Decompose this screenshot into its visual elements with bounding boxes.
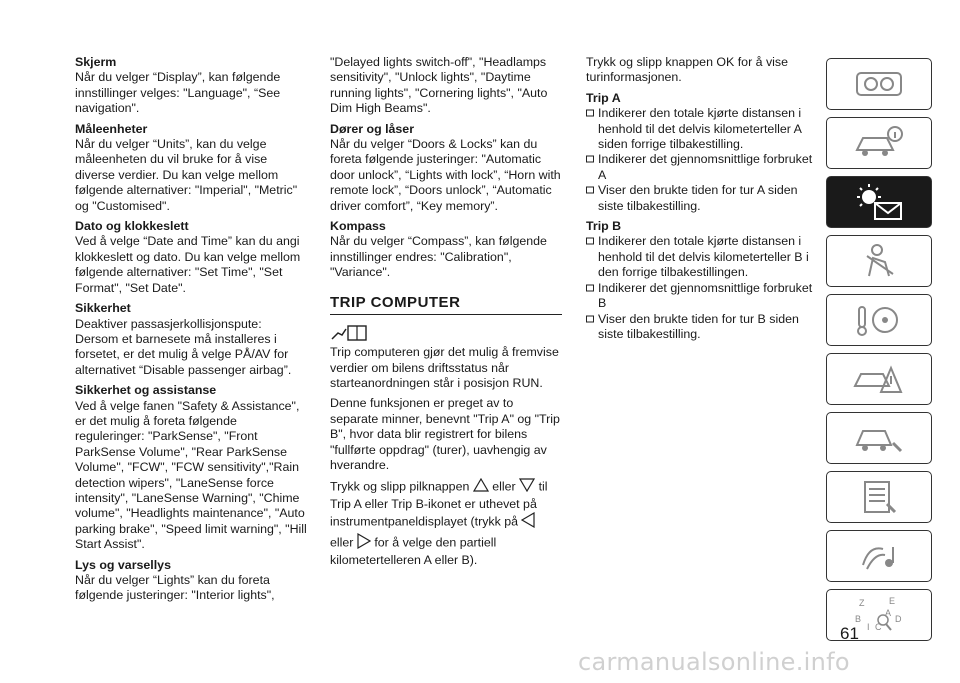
index-letter: Z (859, 598, 865, 608)
index-letter: E (889, 596, 896, 606)
list-item: Indikerer det gjennomsnittlige forbruket A (586, 152, 816, 183)
para-kompass: Når du velger “Compass”, kan følgende innstillinger endres: "Calibration", "Variance". (330, 234, 547, 280)
list-item: Indikerer den totale kjørte distansen i henhold til det delvis kilometerteller B i den forrige tilbakestillingen. (586, 234, 816, 280)
chapter-index-sidebar (826, 58, 932, 648)
tab-airbag-person[interactable] (826, 235, 932, 287)
heading-maaleenheter: Måleenheter (75, 121, 148, 136)
tab-car-dashboard[interactable] (826, 58, 932, 110)
bullet-icon (586, 109, 594, 117)
para-trip-2: Denne funksjonen er preget av to separate minner, benevnt "Trip A" og "Trip B", hvor data blir registrert for bilens "fullførte oppdrag" (turer), uavhengig av hverandre. (330, 396, 560, 472)
tab-media[interactable] (826, 530, 932, 582)
list-item: Indikerer det gjennomsnittlige forbruket B (586, 281, 816, 312)
airbag-person-icon (849, 240, 909, 282)
trip-3e: for å velge den partiell kilometertelleren A eller B). (330, 535, 497, 567)
arrow-left-icon (521, 512, 535, 532)
list-item: Viser den brukte tiden for tur B siden siste tilbakestilling. (586, 312, 816, 343)
para-lys-cont: "Delayed lights switch-off", "Headlamps sensitivity", "Unlock lights", "Daytime running lights", "Cornering lights", "Auto Dim High Beams". (330, 55, 548, 116)
arrow-right-icon (357, 533, 371, 553)
heading-trip-a: Trip A (586, 90, 621, 105)
tab-checklist[interactable] (826, 471, 932, 523)
tab-car-wrench[interactable] (826, 412, 932, 464)
para-dato: Ved å velge “Date and Time” kan du angi klokkeslett og dato. Du kan velge mellom følgende alternativer: "Set Time", "Set Format", "Set Date". (75, 234, 301, 295)
para-sikkerhet: Deaktiver passasjerkollisjonspute: Dersom et barnesete må installeres i forsetet, er det mulig å velge PÅ/AV for alternativet “Disable passenger airbag”. (75, 316, 292, 377)
tab-car-crash[interactable] (826, 353, 932, 405)
para-maaleenheter: Når du velger “Units”, kan du velge måleenheten du vil bruke for å vise diverse verdier. Du kan velge mellom følgende alternativer: "Imperial", "Metric" og "Customised". (75, 137, 298, 213)
index-letter: D (895, 614, 902, 624)
car-dashboard-icon (849, 63, 909, 105)
bullet-icon (586, 284, 594, 292)
heading-dato: Dato og klokkeslett (75, 219, 189, 234)
column-3 (586, 55, 816, 342)
heading-trip-b: Trip B (586, 219, 622, 234)
bullet-icon (586, 186, 594, 194)
trip-3d: eller (330, 535, 354, 550)
index-letter: B (855, 614, 862, 624)
trip-3c: til Trip A eller Trip B-ikonet er uthevet på instrumentpaneldisplayet (trykk på (330, 479, 548, 529)
para-skjerm: Når du velger “Display”, kan følgende innstillinger velges: "Language", “See navigation". (75, 70, 281, 116)
media-icon (849, 535, 909, 577)
car-wrench-icon (849, 417, 909, 459)
bullet-icon (586, 155, 594, 163)
car-info-icon (849, 122, 909, 164)
heading-skjerm: Skjerm (75, 55, 117, 69)
para-intro: Trykk og slipp knappen OK for å vise turinformasjonen. (586, 55, 789, 85)
trip-3b: eller (492, 479, 516, 494)
heading-lys: Lys og varsellys (75, 557, 171, 572)
key-steering-icon (849, 299, 909, 341)
para-trip-3 (330, 478, 562, 568)
page-number: 61 (840, 624, 859, 643)
watermark: carmanualsonline.info (578, 648, 850, 676)
para-dorer: Når du velger “Doors & Locks” kan du foreta følgende justeringer: "Automatic door unlock”, “Lights with lock”, “Horn with remote lock”, “Doors unlock”, “Automatic driver comfort”, “Key memory”. (330, 137, 561, 213)
heading-assistanse: Sikkerhet og assistanse (75, 383, 217, 398)
heading-kompass: Kompass (330, 219, 386, 234)
tab-key-steering[interactable] (826, 294, 932, 346)
hand-book-icon (330, 323, 562, 343)
heading-dorer: Dører og låser (330, 121, 415, 136)
tab-light-envelope[interactable] (826, 176, 932, 228)
checklist-icon (849, 476, 909, 518)
arrow-down-icon (519, 478, 535, 496)
list-item: Viser den brukte tiden for tur A siden siste tilbakestilling. (586, 183, 816, 214)
section-title-trip-computer: TRIP COMPUTER (330, 295, 562, 315)
para-assistanse: Ved å velge fanen "Safety & Assistance", er det mulig å foreta følgende reguleringer: "ParkSense", "Front ParkSense Volume", "Rear ParkSense Volume", "FCW", "FCW sensitivity","Rain detection wipers", "LaneSense force intensity", "LaneSense Warning", "Chime volume", "Headlights maintenance", "Auto parking brake", "Speed limit warning", "Hill Start Assist". (75, 398, 307, 552)
column-2 (330, 55, 562, 573)
bullet-icon (586, 315, 594, 323)
bullet-icon (586, 237, 594, 245)
column-1 (75, 55, 307, 609)
list-item: Indikerer den totale kjørte distansen i henhold til det delvis kilometerteller A siden forrige tilbakestilling. (586, 106, 816, 152)
tab-car-info[interactable] (826, 117, 932, 169)
trip-3a: Trykk og slipp pilknappen (330, 479, 470, 494)
index-letter: I (867, 622, 870, 632)
light-envelope-icon (849, 181, 909, 223)
para-trip-1: Trip computeren gjør det mulig å fremvise verdier om bilens driftsstatus når starteanordningen står i posisjon RUN. (330, 345, 559, 390)
para-lys: Når du velger “Lights” kan du foreta følgende justeringer: "Interior lights", (75, 573, 275, 603)
index-letter: A (885, 608, 892, 618)
arrow-up-icon (473, 478, 489, 496)
heading-sikkerhet: Sikkerhet (75, 301, 131, 316)
index-letter: C (875, 622, 882, 632)
car-crash-icon (849, 358, 909, 400)
